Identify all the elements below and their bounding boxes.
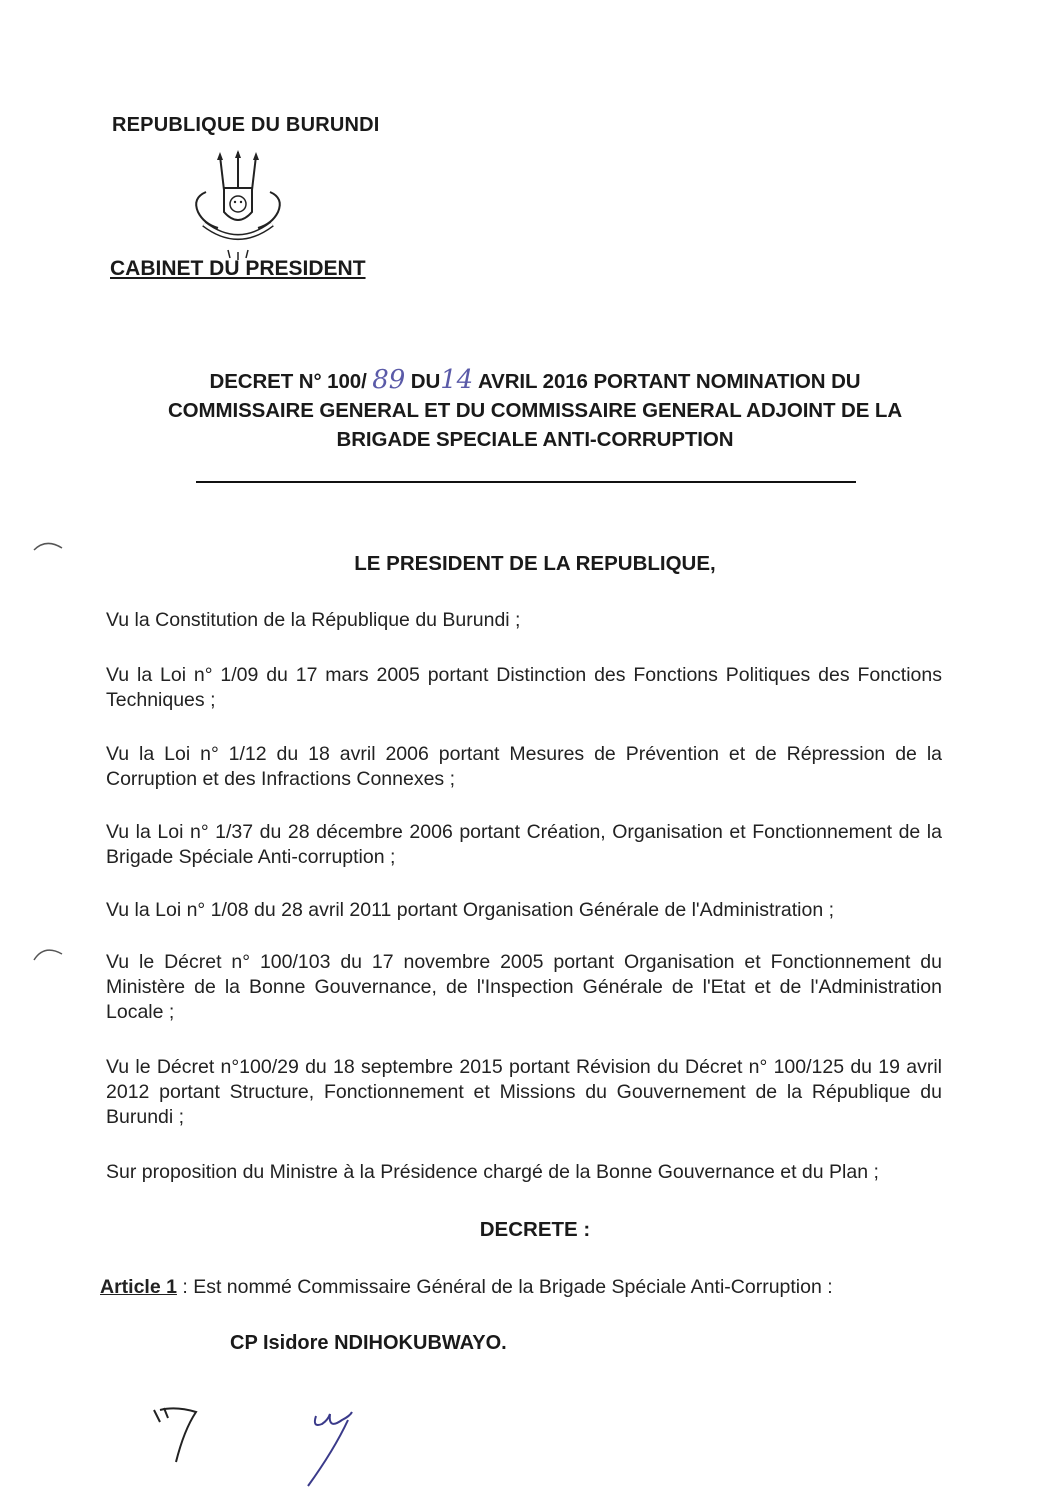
- republic-header: REPUBLIQUE DU BURUNDI: [112, 114, 380, 136]
- visa-proposition: Sur proposition du Ministre à la Présidence chargé de la Bonne Gouvernance et du Plan ;: [106, 1161, 879, 1183]
- visa-loi-1-08: Vu la Loi n° 1/08 du 28 avril 2011 portant Organisation Générale de l'Administration ;: [106, 899, 835, 921]
- coat-of-arms-emblem: [178, 150, 298, 262]
- decrete-heading: DECRETE :: [479, 1218, 591, 1241]
- visa-decret-100-29: Vu le Décret n°100/29 du 18 septembre 2015 portant Révision du Décret n° 100/125 du 19 avril 2012 portant Structure, Fonctionnement et Missions du Gouvernement de la République du Burundi ;: [106, 1056, 942, 1128]
- president-heading: LE PRESIDENT DE LA REPUBLIQUE,: [354, 552, 716, 575]
- decree-title-line-1: [120, 366, 950, 396]
- handwritten-decree-number: 89: [372, 365, 406, 395]
- visa-decret-100-103: Vu le Décret n° 100/103 du 17 novembre 2005 portant Organisation et Fonctionnement du Ministère de la Bonne Gouvernance, de l'Inspection Générale de l'Etat et de l'Administration Locale ;: [106, 951, 942, 1023]
- decree-title-line-1-rest: AVRIL 2016 PORTANT NOMINATION DU: [477, 370, 861, 393]
- title-divider: [196, 481, 856, 483]
- decree-prefix: DECRET N° 100/: [209, 370, 367, 393]
- handwritten-initials-right: [298, 1390, 368, 1490]
- decree-title-line-2: COMMISSAIRE GENERAL ET DU COMMISSAIRE GENERAL ADJOINT DE LA: [167, 399, 903, 422]
- visa-loi-1-09: Vu la Loi n° 1/09 du 17 mars 2005 portant Distinction des Fonctions Politiques des Fonctions Techniques ;: [106, 664, 942, 711]
- punch-hole-mark: [28, 536, 68, 556]
- decree-title-line-3: BRIGADE SPECIALE ANTI-CORRUPTION: [336, 428, 734, 451]
- visa-loi-1-37: Vu la Loi n° 1/37 du 28 décembre 2006 portant Création, Organisation et Fonctionnement de la Brigade Spéciale Anti-corruption ;: [106, 821, 942, 868]
- nominee-name: CP Isidore NDIHOKUBWAYO.: [230, 1332, 507, 1354]
- decree-title: [120, 366, 950, 454]
- article-1: [100, 1276, 942, 1299]
- visa-loi-1-12: Vu la Loi n° 1/12 du 18 avril 2006 portant Mesures de Prévention et de Répression de la Corruption et des Infractions Connexes ;: [106, 743, 942, 790]
- decree-du: DU: [410, 370, 441, 393]
- visa-constitution: Vu la Constitution de la République du Burundi ;: [106, 609, 521, 631]
- article-1-label: Article 1: [100, 1276, 177, 1298]
- cabinet-header: CABINET DU PRESIDENT: [110, 257, 366, 280]
- handwritten-initials-left: [146, 1400, 216, 1470]
- punch-hole-mark: [28, 944, 68, 964]
- article-1-text: : Est nommé Commissaire Général de la Brigade Spéciale Anti-Corruption :: [176, 1276, 833, 1298]
- handwritten-day: 14: [440, 365, 474, 395]
